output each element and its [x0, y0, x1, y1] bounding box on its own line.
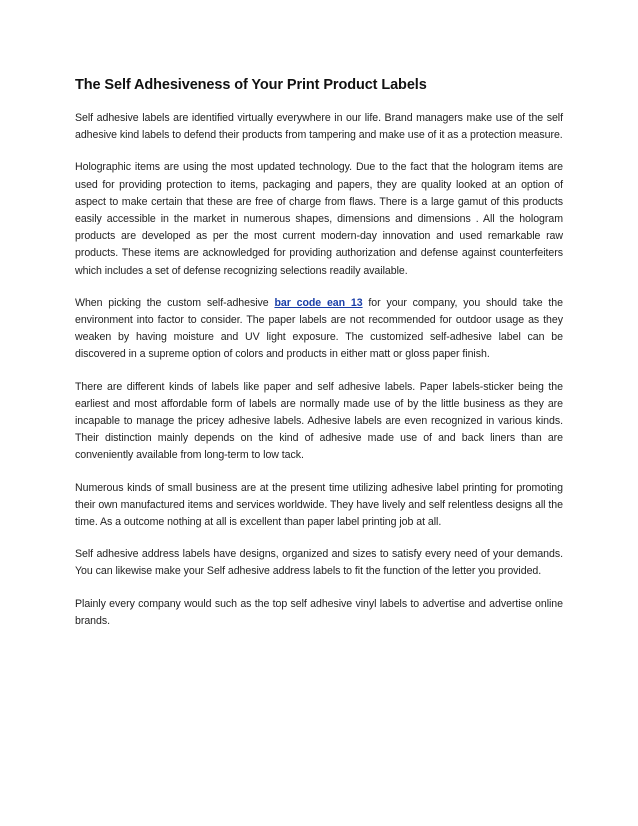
paragraph-4: There are different kinds of labels like paper and self adhesive labels. Paper labels-sticker being the earliest and most affordable form of labels are normally made use of by the little business as they are incapable to manage the pricey adhesive labels. Adhesive labels are even recognized in various kinds. Their distinction mainly depends on the kind of adhesive made use of and back liners than are conveniently available from long-term to low tack.	[75, 380, 563, 462]
bar-code-ean-13-link[interactable]: bar code ean 13	[274, 296, 363, 309]
paragraph-7: Plainly every company would such as the top self adhesive vinyl labels to advertise and advertise online brands.	[75, 597, 563, 627]
page-title: The Self Adhesiveness of Your Print Product Labels	[75, 77, 427, 93]
paragraph-5: Numerous kinds of small business are at the present time utilizing adhesive label printing for promoting their own manufactured items and services worldwide. They have lively and self relentless designs all the time. As a outcome nothing at all is excellent than paper label printing job at all.	[75, 481, 563, 529]
document-page	[75, 76, 563, 645]
paragraph-3	[75, 295, 563, 364]
paragraph-3-after: for your company, you should take the environment into factor to consider. The paper labels are not recommended for outdoor usage as they weaken by having moisture and UV light exposure. The customized self-adhesive label can be discovered in a supreme option of colors and products in either matt or gloss paper finish.	[75, 296, 563, 361]
paragraph-2: Holographic items are using the most updated technology. Due to the fact that the hologram items are used for providing protection to items, packaging and papers, they are quality looked at an option of aspect to make certain that these are free of charge from flaws. There is a large gamut of this products easily accessible in the market in numerous shapes, dimensions and dimensions . All the hologram products are developed as per the most current modern-day innovation and used remarkable raw products. These items are acknowledged for providing authorization and defense against counterfeiters which includes a set of defense recognizing selections readily available.	[75, 161, 563, 277]
paragraph-3-before: When picking the custom self-adhesive	[75, 296, 275, 309]
paragraph-6: Self adhesive address labels have designs, organized and sizes to satisfy every need of your demands. You can likewise make your Self adhesive address labels to fit the function of the letter you provided.	[75, 548, 563, 578]
paragraph-1: Self adhesive labels are identified virtually everywhere in our life. Brand managers make use of the self adhesive kind labels to defend their products from tampering and make use of it as a protection measure.	[75, 112, 563, 142]
